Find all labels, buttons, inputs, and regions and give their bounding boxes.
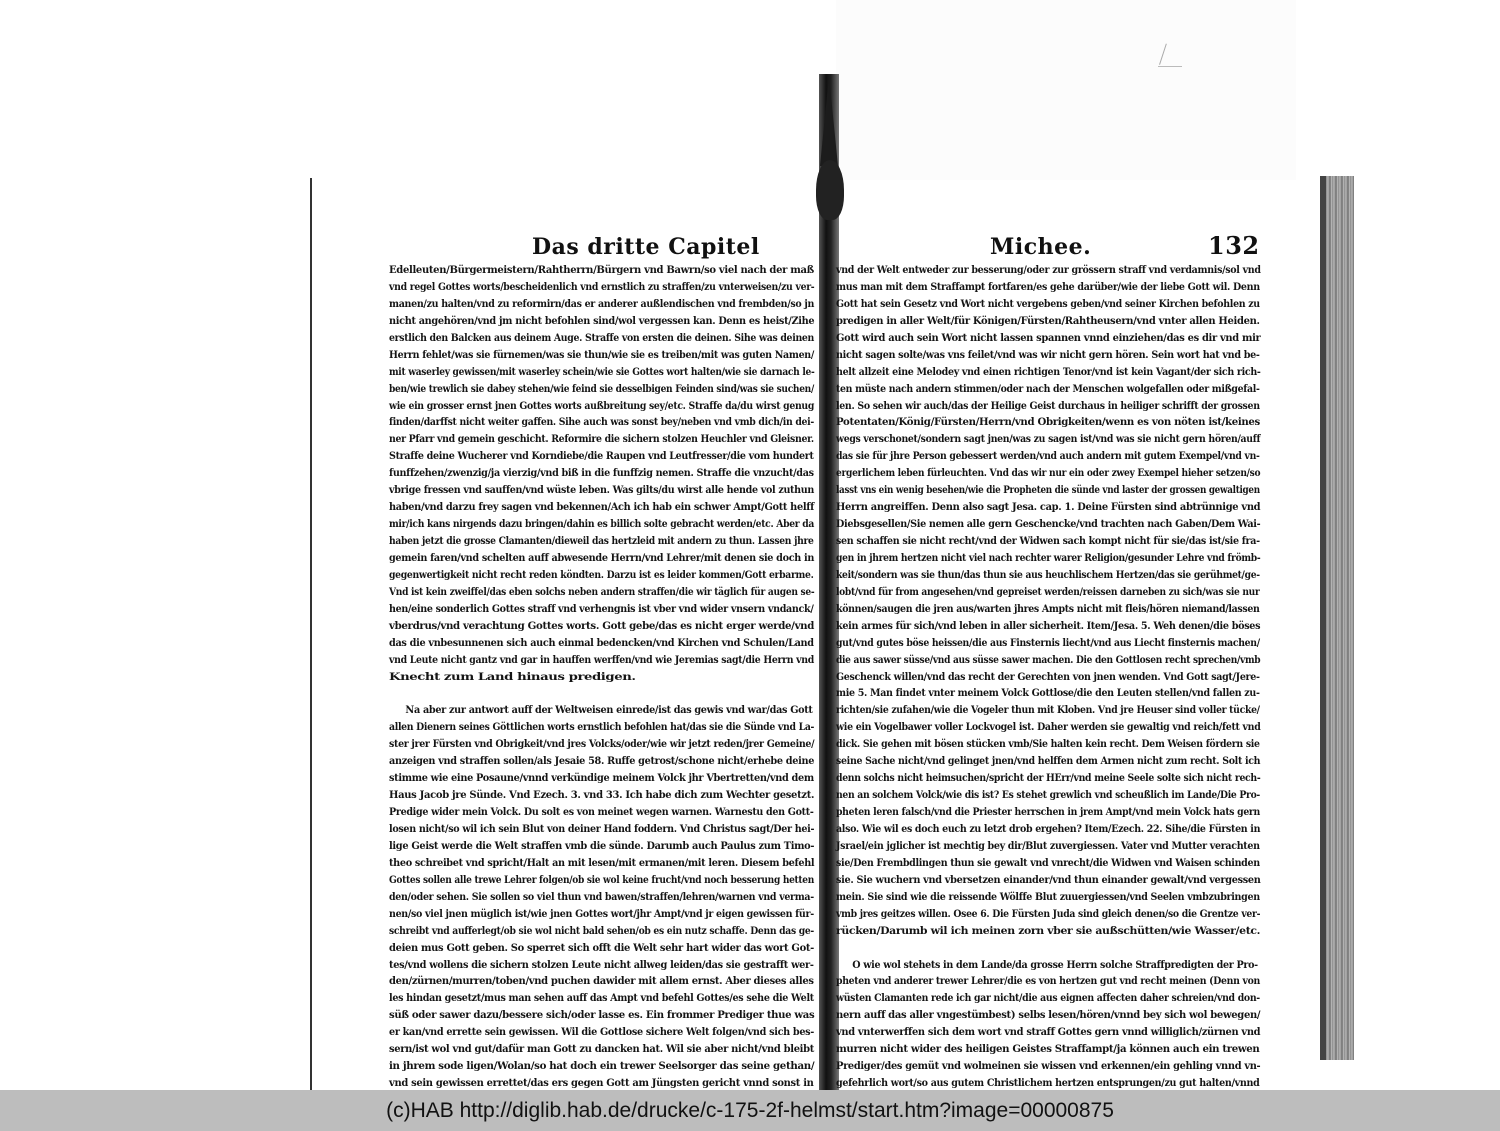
text-line: kein armes für sich/vnd leben in aller sicherheit. Item/Jesa. 5. Weh denen/die böses xyxy=(836,619,1261,632)
right-paragraph-1 xyxy=(836,262,1260,940)
text-line: ner Pfarr vnd gemein geschicht. Reformire die sichern stolzen Heuchler vnd Gleisner. xyxy=(389,433,814,446)
text-line: mein. Sie sind wie die reissende Wölffe Blut zuuergiessen/vnd Seelen vmbzubringen xyxy=(836,890,1260,903)
text-line: mir/ich kans nirgends dazu bringen/dahin es billich solte gebracht werden/etc. Aber da xyxy=(389,518,815,531)
text-line: haben jetzt die grosse Clamanten/dieweil das hertzleid mit andern zu thun. Lassen jhre xyxy=(389,535,814,547)
text-line: finden/darffst nicht weiter gaffen. Sihe auch was sonst bey/neben vnd vmb dich/in dei- xyxy=(389,416,814,429)
text-line: Prediger/des gemüt vnd wolmeinen sie wissen vnd erkennen/ein gehling vnnd vn- xyxy=(836,1060,1261,1073)
text-line: Knecht zum Land hinaus predigen. xyxy=(389,670,636,683)
text-line: vbrige fressen vnd sauffen/vnd wüste leben. Was gilts/du wirst alle hende vol zuthun xyxy=(389,484,815,497)
page-edges xyxy=(1326,176,1354,1060)
text-line: predigen in aller Welt/für Königen/Fürsten/Rahtheusern/vnd vnter allen Heiden. xyxy=(836,314,1260,327)
text-line: gen in jhrem hertzen nicht viel nach rechter warer Religion/gesunder Lehre vnd frömb- xyxy=(836,551,1261,564)
text-line: wie ein Vogelbawer voller Lockvogel ist. Daher werden sie gewaltig vnd reich/fett vnd xyxy=(836,721,1261,734)
text-line: tes/vnd wollens die sichern stolzen Leute nicht allweg leiden/das sie gestrafft wer- xyxy=(389,958,814,971)
text-line: Diebsgesellen/Sie nemen alle gern Geschencke/vnd trachten nach Gaben/Dem Wai- xyxy=(836,518,1261,531)
text-line: Herrn angreiffen. Denn also sagt Jesa. cap. 1. Deine Fürsten sind abtrünnige vnd xyxy=(836,501,1261,514)
running-head-right: Michee. xyxy=(990,234,1092,260)
text-line: sern/ist wol vnd gut/dafür man Gott zu dancken hat. Wil sie aber nicht/vnd bleibt xyxy=(389,1043,814,1056)
text-line: sie. Sie wuchern vnd vbersetzen einander/vnd thun einander gewalt/vnd vergessen xyxy=(836,873,1261,886)
text-line: den/zürnen/murren/toben/vnd puchen dawider mit allem ernst. Aber dieses alles xyxy=(389,975,814,988)
text-line: Na aber zur antwort auff der Weltweisen einrede/ist das gewis vnd war/das Gott xyxy=(405,704,813,717)
text-line: theo schreibet vnd spricht/Halt an mit lesen/mit ermanen/mit leren. Diesem befehl xyxy=(389,856,815,869)
text-line: funffzehen/zwenzig/ja vierzig/vnd biß in die funffzig nemen. Straffe die vnzucht/das xyxy=(389,467,814,480)
book-spine-bulge xyxy=(816,160,844,220)
book-spine-tip xyxy=(820,76,838,166)
text-line: lige Geist werde die Welt straffen vmb die sünde. Darumb auch Paulus zum Timo- xyxy=(389,839,815,852)
text-line: vnd der Welt entweder zur besserung/oder zur grössern straff vnd verdamnis/sol vnd xyxy=(836,264,1261,276)
text-line: er kan/vnd errette sein gewissen. Wil die Gottlose sichere Welt folgen/vnd sich bes- xyxy=(389,1026,814,1039)
text-line: Haus Jacob jre Sünde. Vnd Ezech. 3. vnd 33. Ich habe dich zum Wechter gesetzt. xyxy=(389,789,815,802)
text-line: vberdrus/vnd verachtung Gottes worts. Gott gebe/das es nicht erger werde/vnd xyxy=(389,619,815,632)
text-line: ten müste nach andern stimmen/oder nach der Menschen wolgefallen oder mißgefal- xyxy=(836,382,1260,395)
text-line: anzeigen vnd straffen sollen/als Jesaie 58. Ruffe getrost/schone nicht/erhebe deine xyxy=(389,755,815,768)
text-line: nern auff das aller vngestümbest) selbs lesen/hören/vnnd bey sich wol bewegen/ xyxy=(836,1009,1261,1022)
text-line: keit/sondern was sie thun/das thun sie aus heuchlischem Hertzen/das sie gerühmet/ge- xyxy=(836,568,1260,581)
text-line: richten/sie zufahen/wie die Vogeler thun mit Kloben. Vnd jre Heuser sind voller tücke/ xyxy=(836,704,1260,717)
text-line: vnd vnterwerffen sich dem wort vnd straff Gottes gern vnnd williglich/zürnen vnd xyxy=(836,1026,1261,1039)
text-line: stimme wie eine Posaune/vnnd verkündige meinem Volck jhr Vbertretten/vnd dem xyxy=(389,772,814,785)
text-line: seine Sache nicht/vnd gelinget jnen/vnd helffen dem Armen nicht zum recht. Solt ich xyxy=(836,755,1261,768)
text-line: das sie für jhre Person gebessert werden/vnd auch andern mit gutem Exempel/vnd vn- xyxy=(836,450,1260,463)
text-line: vnd regel Gottes worts/bescheidenlich vnd ernstlich zu straffen/zu vnterweisen/zu ver- xyxy=(389,280,815,293)
back-page-top xyxy=(836,0,1296,180)
text-line: Gott wird auch sein Wort nicht lassen spannen vnnd einziehen/das es dir vnd mir xyxy=(836,331,1261,344)
copyright-footer: (c)HAB http://diglib.hab.de/drucke/c-175-2f-helmst/start.htm?image=00000875 xyxy=(0,1090,1500,1131)
text-line: Potentaten/König/Fürsten/Herrn/vnd Obrigkeiten/wenn es von nöten ist/keines xyxy=(836,416,1260,429)
text-line: mus man mit dem Straffampt fortfaren/es gehe darüber/wie der liebe Gott wil. Denn xyxy=(836,280,1260,293)
text-line: manen/zu halten/vnd zu reformirn/das er anderer außlendischen vnd frembden/so jn xyxy=(389,297,815,310)
text-line: erstlich den Balcken aus deinem Auge. Straffe von ersten die deinen. Sihe was deinen xyxy=(389,331,815,344)
text-line: können/saugen die jren aus/warten jhres Ampts nicht mit fleis/hören niemand/lassen xyxy=(836,602,1260,615)
left-text-column xyxy=(389,262,814,1090)
text-line: nicht angehören/vnd jm nicht befohlen sind/wol vergessen kan. Denn es heist/Zihe xyxy=(389,314,815,327)
paragraph-gap xyxy=(389,685,814,702)
text-line: mie 5. Man findet vnter meinem Volck Gottlose/die den Leuten stellen/vnd fallen zu- xyxy=(836,687,1260,700)
text-line: nicht sagen solte/was vns feilet/vnd was wir nicht gern hören. Sein wort hat vnd be- xyxy=(836,348,1260,361)
back-page-mark xyxy=(1158,66,1182,67)
text-line: haben/vnd darzu frey sagen vnd bekennen/Ach ich hab ein schwer Ampt/Gott helff xyxy=(389,501,814,514)
text-line: pheten leren falsch/vnd die Priester herrschen in jrem Ampt/vnd mein Volck hats gern xyxy=(836,806,1260,818)
text-line: helt allzeit eine Melodey vnd einen richtigen Tenor/vnd ist kein Vagant/der sich rich- xyxy=(836,365,1261,378)
text-line: vmb jres geitzes willen. Osee 6. Die Fürsten Juda sind gleich denen/so die Grentze ver- xyxy=(836,907,1261,920)
text-line: Herrn fehlet/was sie fürnemen/was sie thun/wie sie es treiben/mit was guten Namen/ xyxy=(389,348,814,361)
text-line: Gottes sollen alle trewe Lehrer folgen/ob sie wol keine frucht/vnd noch besserung hetten xyxy=(389,873,815,886)
text-line: süß oder sawer dazu/bessere sich/oder lasse es. Ein frommer Prediger thue was xyxy=(389,1009,815,1022)
right-paragraph-2 xyxy=(836,957,1260,1091)
text-line: denn solchs nicht heimsuchen/spricht der HErr/vnd meine Seele solte sich nicht rech- xyxy=(836,772,1261,785)
text-line: gefehrlich wort/so aus gutem Christlichem hertzen entsprungen/zu gut halten/vnnd xyxy=(836,1077,1260,1090)
running-head-left: Das dritte Capitel xyxy=(532,234,760,260)
text-line: nen/so viel jnen müglich ist/wie jnen Gottes wort/jhr Ampt/vnd jr eigen gewissen für- xyxy=(389,907,814,920)
text-line: lasst vns ein wenig besehen/wie die Propheten die sünde vnd laster der grossen gewaltigen xyxy=(836,484,1260,497)
text-line: wüsten Clamanten rede ich gar nicht/die aus eignen affecten daher schreien/vnd don- xyxy=(836,992,1260,1005)
text-line: murren nicht wider des heiligen Geistes Straffampt/ja können auch ein trewen xyxy=(836,1043,1260,1056)
text-line: len. So sehen wir auch/das der Heilige Geist durchaus in heiliger schrifft der grossen xyxy=(836,399,1260,412)
paragraph-gap xyxy=(836,940,1260,957)
text-line: nen an solchem Volck/wie dis ist? Es stehet grewlich vnd scheußlich im Lande/Die Pro- xyxy=(836,789,1260,802)
text-line: gut/vnd gutes böse heissen/die aus Finsternis liecht/vnd aus Liecht finsternis machen/ xyxy=(836,636,1260,649)
text-line: mit waserley gewissen/mit waserley schein/wie sie Gottes wort halten/wie sie darnach le- xyxy=(389,365,815,378)
text-line: Geschenck willen/vnd das recht der Gerechten von jnen wenden. Vnd Gott sagt/Jere- xyxy=(836,670,1260,683)
text-line: Straffe deine Wucherer vnd Korndiebe/die Raupen vnd Leutfresser/die vom hundert xyxy=(389,450,814,463)
text-line: Edelleuten/Bürgermeistern/Rahtherrn/Bürgern vnd Bawrn/so viel nach der maß xyxy=(389,264,814,276)
text-line: Predige wider mein Volck. Du solt es von meinet wegen warnen. Warnestu den Gott- xyxy=(389,806,814,819)
text-line: wie ein grosser ernst jnen Gottes worts außbreitung sey/etc. Straffe da/du wirst genug xyxy=(389,399,815,412)
text-line: losen nicht/so wil ich sein Blut von deiner Hand foddern. Vnd Christus sagt/Der hei- xyxy=(389,823,815,835)
text-line: rücken/Darumb wil ich meinen zorn vber sie außschütten/wie Wasser/etc. xyxy=(836,924,1261,937)
text-line: lobt/vnd für from angesehen/vnd gepreiset werden/reissen darneben zu sich/was sie nur xyxy=(836,585,1260,598)
text-line: Jsrael/ein jglicher ist mechtig bey dir/Blut zuvergiessen. Vater vnd Mutter verachten xyxy=(836,839,1260,852)
text-line: wegs verschonet/sondern sagt jnen/was zu sagen ist/vnd was sie nicht gern hören/auff xyxy=(836,433,1261,446)
left-paragraph-1 xyxy=(389,262,814,685)
text-line: sie/Den Frembdlingen thun sie gewalt vnd vnrecht/die Widwen vnd Waisen schinden xyxy=(836,856,1260,869)
left-paragraph-2 xyxy=(389,702,814,1090)
text-line: in jhrem sode ligen/Wolan/so hat doch ein trewer Seelsorger das seine gethan/ xyxy=(389,1060,815,1073)
text-line: ben/wie trewlich sie dabey stehen/wie feind sie desselbigen Feinden sind/was sie suchen/ xyxy=(389,382,814,395)
text-line: Gott hat sein Gesetz vnd Wort nicht vergebens geben/vnd seiner Kirchen befohlen zu xyxy=(836,297,1260,310)
text-line: pheten vnd anderer trewer Lehrer/die es von hertzen gut vnd recht meinen (Denn von xyxy=(836,975,1261,988)
text-line: deien mus Gott geben. So sperret sich offt die Welt sehr hart wider das wort Got- xyxy=(389,941,814,954)
text-line: allen Dienern seines Göttlichen worts ernstlich befohlen hat/das sie die Sünde vnd La- xyxy=(389,721,815,734)
text-line: gegenwertigkeit nicht recht reden köndten. Darzu ist es leider kommen/Gott erbarme. xyxy=(389,568,814,581)
text-line: Vnd ist kein zweiffel/das eben solchs neben andern straffen/die wir täglich für augen se- xyxy=(389,585,815,598)
text-line: les hindan gesetzt/mus man sehen auff das Ampt vnd befehl Gottes/es sehe die Welt xyxy=(389,992,814,1005)
text-line: O wie wol stehets in dem Lande/da grosse Herrn solche Straffpredigten der Pro- xyxy=(852,958,1258,971)
text-line: sen schaffen sie nicht recht/vnd der Widwen sach kompt nicht für sie/das ist/sie fra- xyxy=(836,535,1260,547)
right-text-column xyxy=(836,262,1260,1090)
text-line: schreibt vnd aufferlegt/ob sie wol nicht bald sehen/ob es ein nutz schaffe. Denn das ge- xyxy=(389,924,814,937)
text-line: vnd Leute nicht gantz vnd gar in hauffen werffen/vnd wie Jeremias sagt/die Herrn vnd xyxy=(389,653,815,666)
text-line: den/oder sehen. Sie sollen so viel thun vnd bawen/straffen/lehren/warnen vnd verma- xyxy=(389,890,814,903)
text-line: die aus sawer süsse/vnd aus süsse sawer machen. Die den Gottlosen recht sprechen/vmb xyxy=(836,653,1261,666)
text-line: ster jrer Fürsten vnd Obrigkeit/vnd jres Volcks/oder/wie wir jetzt reden/jrer Gemeine/ xyxy=(389,738,815,751)
text-line: vnd sein gewissen errettet/das ers gegen Gott am Jüngsten gericht vnnd sonst in xyxy=(389,1077,814,1090)
text-line: gemein faren/vnd schelten auff abwesende Herrn/vnd Lehrer/mit denen sie doch in xyxy=(389,551,815,564)
text-line: hen/eine sonderlich Gottes straff vnd verhengnis ist vber vnd wider vnsern vndanck/ xyxy=(389,602,814,615)
page-number: 132 xyxy=(1208,231,1260,260)
text-line: also. Wie wil es doch euch zu letzt drob ergehen? Item/Ezech. 22. Sihe/die Fürsten in xyxy=(836,822,1261,835)
text-line: das die vnbesunnenen sich auch einmal bedencken/vnd Kirchen vnd Schulen/Land xyxy=(389,636,814,649)
text-line: ergerlichem leben fürleuchten. Vnd das wir nur ein oder zwey Exempel hieher setzen/so xyxy=(836,467,1261,480)
text-line: dick. Sie gehen mit bösen stücken vmb/Sie halten kein recht. Dem Weisen fördern sie xyxy=(836,738,1260,751)
